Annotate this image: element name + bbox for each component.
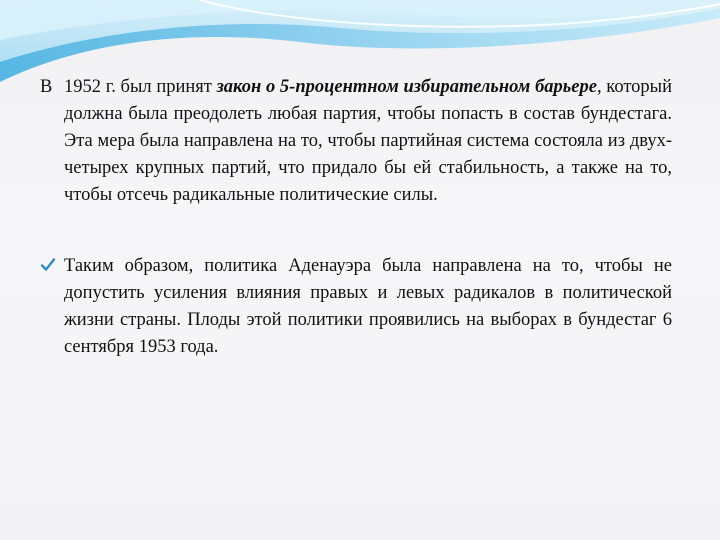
conclusion-text: Таким образом, политика Аденауэра была направлена на то, чтобы не допустить усиления влияния правых и левых радикалов в политической жизни страны. Плоды этой политики проявились на выборах в бундестаг 6 сентября 1953 года. (64, 256, 672, 357)
paragraph-conclusion (40, 253, 672, 361)
paragraph-lead-letter: В (40, 77, 53, 97)
slide-content (40, 74, 672, 361)
paragraph-adoption-of-law (40, 74, 672, 209)
paragraph-text-rest: , который должна была преодолеть любая партия, чтобы попасть в состав бундестага. Эта мера была направлена на то, чтобы партийная система состояла из двух-четырех крупных партий, что придало бы ей стабильность, а также на то, чтобы отсечь радикальные политические силы. (64, 77, 672, 205)
paragraph-text-intro: 1952 г. был принят (64, 77, 217, 97)
checkmark-icon (40, 257, 64, 273)
law-emphasis: закон о 5-процентном избирательном барьере (216, 77, 597, 97)
